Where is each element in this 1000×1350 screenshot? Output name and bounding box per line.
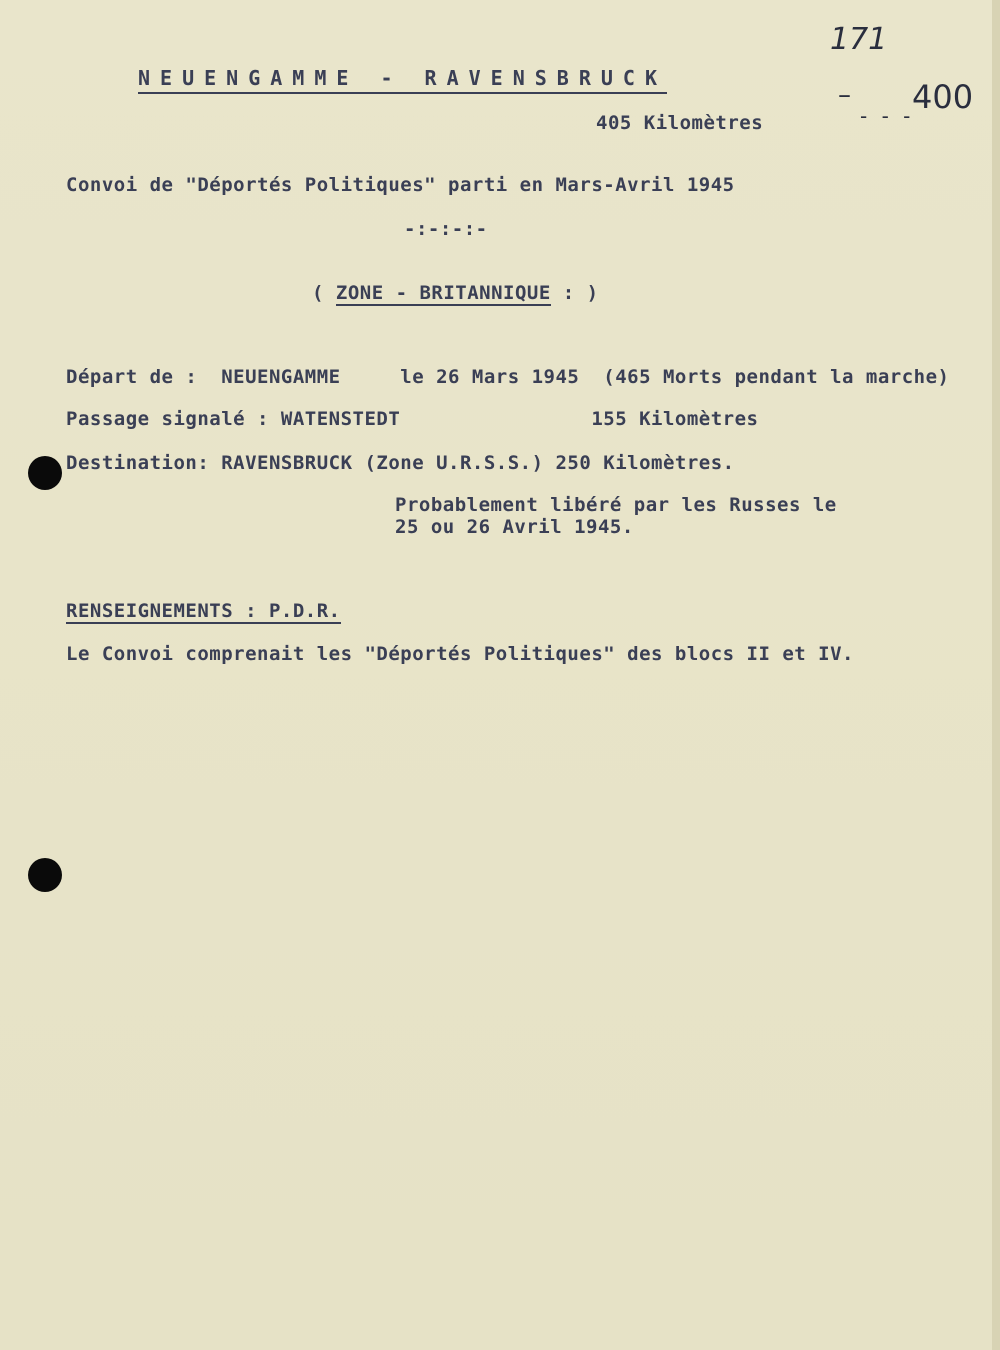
probable-line-2: 25 ou 26 Avril 1945. [395,516,634,538]
passage-line: Passage signalé : WATENSTEDT 155 Kilomètres [66,408,759,430]
page-edge [992,0,1000,1350]
handwritten-note: 171 [830,22,888,57]
separator: -:-:-:- [404,218,488,240]
zone-label: ZONE - BRITANNIQUE [335,282,551,304]
destination-line: Destination: RAVENSBRUCK (Zone U.R.S.S.) 250 Kilomètres. [66,452,735,474]
document-title: NEUENGAMME - RAVENSBRUCK [138,66,667,94]
depart-line: Départ de : NEUENGAMME le 26 Mars 1945 (465 Morts pendant la marche) [66,366,950,388]
convoi-line: Convoi de "Déportés Politiques" parti en Mars-Avril 1945 [66,174,735,196]
zone-open: ( [312,282,336,304]
handwritten-dash: – [838,80,851,110]
total-distance: 405 Kilomètres [596,112,764,134]
convoi-composition: Le Convoi comprenait les "Déportés Politiques" des blocs II et IV. [66,643,854,665]
punch-hole-bottom [28,858,62,892]
punch-hole-top [28,456,62,490]
zone-close: : ) [550,282,599,304]
zone-heading [312,282,599,304]
renseignements-heading: RENSEIGNEMENTS : P.D.R. [66,600,341,622]
handwritten-ticks: - - - [860,104,915,128]
probable-line-1: Probablement libéré par les Russes le [395,494,837,516]
handwritten-number: 400 [912,78,974,116]
